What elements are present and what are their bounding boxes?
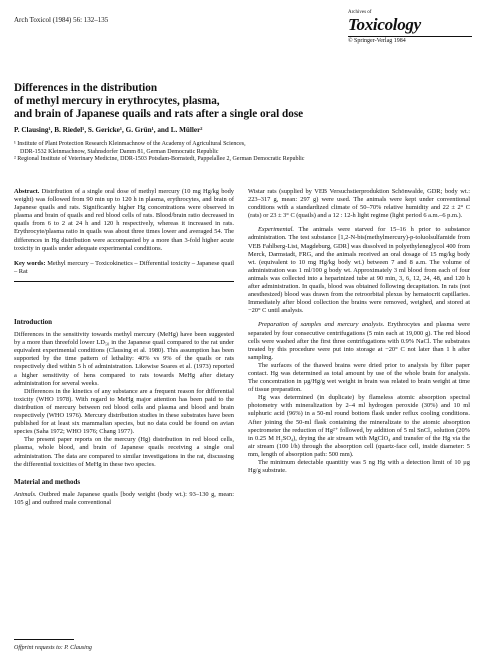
journal-rule — [348, 36, 472, 37]
running-head: Arch Toxicol (1984) 56: 132–135 — [14, 16, 109, 24]
keywords-label: Key words: — [14, 259, 46, 267]
abstract-rule — [14, 281, 234, 282]
journal-archives-label: Archives of — [348, 10, 372, 15]
preparation-text: Erythrocytes and plasma were separated by four consecutive centrifugations (5 min each at 19,000 g). The red blood cells were washed after the first three centrifugations with 0.9% NaCl. The substrates treated by this procedure were put into storage at −20° C not later than 1 h after sampling. — [248, 321, 470, 361]
intro-paragraph: The present paper reports on the mercury (Hg) distribution in red blood cells, plasma, whole blood, and brain of Japanese quails receiving a single oral administration. The data are compared to similar investigations in the rat, discussing the differential toxicities of MeHg in these two species. — [14, 436, 234, 468]
methods-paragraph: The surfaces of the thawed brains were dried prior to analysis by filter paper contact. Hg was determined as total amount by use of the whole brain for analysis. The concentration in µg/Hg/g wet weight in brain was related to brain weight at time of tissue preparation. — [248, 361, 470, 394]
affiliation-1-address: DDR-1532 Kleinmachnow, Stahnsdorfer Damm 81, German Democratic Republic — [20, 148, 219, 155]
intro-paragraph: Differences in the sensitivity towards methyl mercury (MeHg) have been suggested by a more than threefold lower LD₅₀ in the Japanese quail compared to the rat under equivalent experimental conditions (Clausing et al. 1980). This assumption has been supported by the time pattern of lethality: 40% vs 9% of the quails or rats respectively died within 5 h of administration. Likewise Soares et al. (1973) reported a higher sensitivity of hens compared to rats towards MeHg after dietary administration for several weeks. — [14, 331, 234, 387]
intro-paragraph: Differences in the kinetics of any substance are a frequent reason for differential toxicity (WHO 1978). With regard to MeHg major attention has been paid to the distribution of mercury between red blood cells and plasma and blood and brain respectively (WHO 1976). Mercury distribution studies in these substrates have been published for at least six mammalian species, but no data could be found on avian species (Saha 1972; WHO 1976; Chang 1977). — [14, 387, 234, 436]
methods-paragraph: The minimum detectable quantitiy was 5 ng Hg with a detection limit of 10 µg Hg/g substrate. — [248, 459, 470, 475]
affiliation-1: ¹ Institute of Plant Protection Research Kleinmachnow of the Academy of Agricultural Sciences, — [14, 141, 246, 147]
methods-paragraph: Wistar rats (supplied by VEB Versuchstierproduktion Schönwalde, GDR; body wt.: 223–317 g, mean: 297 g) were used. The animals were kept under conventional conditions with a standardized climate of 50–70% relative humidity and 22 ± 2° C (rats) or 23 ± 3° C (quails) and a 12 : 12-h light regime (light period 6 a.m.–6 p.m.). — [248, 188, 470, 220]
affiliations — [14, 141, 464, 164]
title-line: Differences in the distribution — [14, 82, 158, 94]
title-line: and brain of Japanese quails and rats after a single oral dose — [14, 108, 304, 120]
journal-name: Toxicology — [348, 15, 421, 34]
abstract-label: Abstract. — [14, 188, 40, 195]
footnote-rule — [14, 639, 74, 640]
animals-text: Outbred male Japanese quails [body weight (body wt.): 93–130 g, mean: 105 g] and outbred male conventional — [14, 490, 234, 506]
methods-heading: Material and methods — [14, 477, 81, 486]
abstract-text: Distribution of a single oral dose of methyl mercury (10 mg Hg/kg body weight) was followed from 90 min up to 120 h in plasma, erythrocytes, and brain of Japanese quails and rats. Significantly higher Hg concentrations were observed in plasma and brain of quails and red blood cells of rats. Blood/brain ratio decreased in quails from 6 to 2 at 24 h and 120 h respectively, whereas it increased in rats. Erythrocyte/plasma ratio in quails was about three times lower and averaged 54. The differences in Hg distribution were accompanied by a more than 3-fold higher acute toxicity in quails under adequate experimental conditions. — [14, 188, 234, 252]
experimental-text: The animals were starved for 15–16 h prior to substance administration. The test substance [1,2-N-bis(methylmercury)-p-toluolsulfamide from VEB Fahlberg-List, Magdeburg, GDR] was dissolved in polyethyleneglycol 400 from Merck, Darmstadt, FRG, and the animals received an oral dosage of 15 mg/kg body wt. (equivalent to 10 mg Hg/kg body wt.) between 7 and 8 a.m. The volume of administration was 1 ml/100 g body wt. Approximately 3 ml blood from each of four animals was collected into a heparinized tube at 90 min, 3, 6, 12, 24, 48, and 120 h after administration. In quails, blood was obtained following decapitation. In rats (not anesthesized) blood was drawn from the retroorbital plexus by hematocrit capillaries. Immediately after blood collection the brains were removed, weighed, and stored at −20° C until analysis. — [248, 226, 470, 315]
experimental-label: Experimental. — [258, 226, 295, 234]
preparation-label: Preparation of samples and mercury analysis. — [258, 321, 385, 329]
animals-label: Animals. — [14, 490, 37, 498]
keywords-text: Methyl mercury – Toxicokinetics – Differential toxicity – Japanese quail – Rat — [14, 259, 235, 275]
affiliation-2: ² Regional Institute of Veterinary Medicine, DDR-1503 Potsdam-Bornstedt, Pappelallee 2, German Democratic Republic — [14, 156, 305, 162]
introduction-heading: Introduction — [14, 318, 52, 326]
article-title — [14, 82, 344, 121]
offprint-requests: Offprint requests to: P. Clausing — [14, 645, 92, 651]
methods-paragraph: Hg was determined (in duplicate) by flameless atomic absorption spectral photometry with mineralization by 2–4 ml hydrogen peroxide (30%) and 10 ml sulphuric acid (96%) in a 50-ml round bottom flask under reflux cooling conditions. After joining the 50-ml flask containing the mineralizate to the atomic absorption spectrometer the reduction of Hg²⁺ followed, by addition of 5 ml SnCl₂ solution (20% in 0.25 M H₂SO₄), drying the air stream with MgClO₄ and transfer of the Hg via the air stream (100 l/h) through the absorption cell (quartz-face cell, inside diameter: 5 mm, length of absorption path: 500 mm). — [248, 394, 470, 458]
author-list: P. Clausing¹, B. Riedel¹, S. Gericke¹, G. Grün¹, and L. Müller² — [14, 126, 203, 134]
abstract-section — [14, 188, 234, 282]
journal-masthead — [348, 10, 472, 45]
title-line: of methyl mercury in erythrocytes, plasma, — [14, 95, 220, 107]
left-column — [14, 318, 234, 507]
right-column — [248, 188, 470, 475]
journal-copyright: © Springer-Verlag 1984 — [348, 38, 406, 44]
